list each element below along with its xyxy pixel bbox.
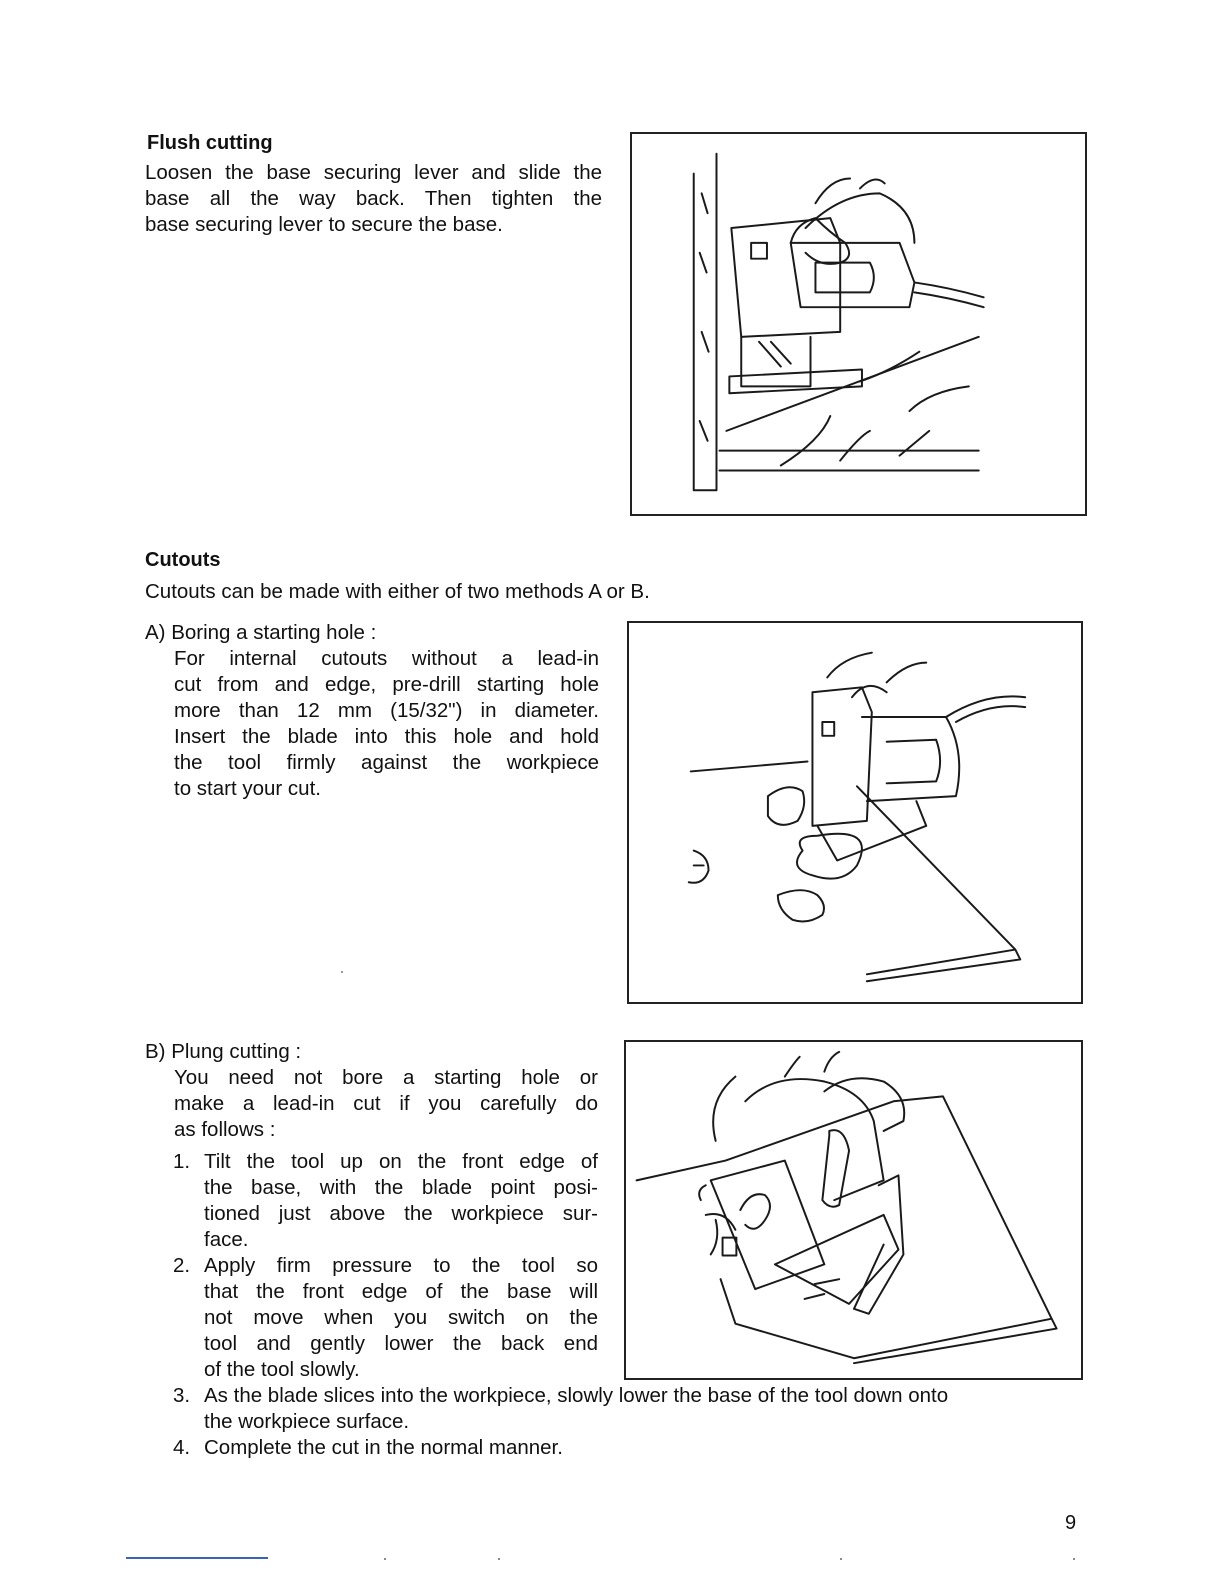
tilted-jigsaw-plunge-drawing <box>626 1042 1081 1378</box>
jigsaw-against-wall-drawing <box>632 134 1085 514</box>
plunge-cutting-illustration <box>624 1040 1083 1380</box>
step-2-line-4: tool and gently lower the back end <box>204 1332 598 1355</box>
cutouts-heading: Cutouts <box>145 549 221 571</box>
scan-dot-1 <box>384 1558 386 1560</box>
scan-dot-3 <box>840 1558 842 1560</box>
starting-hole-illustration <box>627 621 1083 1004</box>
step-3 <box>173 1383 1085 1435</box>
step-4 <box>173 1435 873 1461</box>
method-a-line-6: to start your cut. <box>174 777 321 800</box>
method-a-line-5: the tool firmly against the workpiece <box>174 751 599 774</box>
method-b-intro-3: as follows : <box>174 1118 276 1141</box>
flush-line-2: base all the way back. Then tighten the <box>145 187 602 210</box>
method-b-intro-2: make a lead-in cut if you carefully do <box>174 1092 598 1115</box>
step-1-line-1: Tilt the tool up on the front edge of <box>204 1150 598 1173</box>
scan-dot-2 <box>498 1558 500 1560</box>
method-a-label: A) Boring a starting hole : <box>145 621 377 644</box>
step-2-number: 2. <box>173 1254 191 1277</box>
flush-line-3: base securing lever to secure the base. <box>145 213 503 236</box>
method-b-label: B) Plung cutting : <box>145 1040 302 1063</box>
step-3-line-1: As the blade slices into the workpiece, slowly lower the base of the tool down onto <box>204 1384 949 1407</box>
flush-line-1: Loosen the base securing lever and slide the <box>145 161 602 184</box>
method-a-line-4: Insert the blade into this hole and hold <box>174 725 599 748</box>
scan-speck <box>341 971 343 973</box>
step-2-line-5: of the tool slowly. <box>204 1358 360 1381</box>
method-a-line-2: cut from and edge, pre-drill starting hole <box>174 673 599 696</box>
step-1-line-3: tioned just above the workpiece sur- <box>204 1202 598 1225</box>
step-3-line-2: the workpiece surface. <box>204 1410 410 1433</box>
step-1 <box>173 1149 598 1253</box>
page-number: 9 <box>1065 1512 1077 1534</box>
step-4-line-1: Complete the cut in the normal manner. <box>204 1436 563 1459</box>
flush-cutting-illustration <box>630 132 1087 516</box>
flush-cutting-heading: Flush cutting <box>147 132 273 154</box>
step-2 <box>173 1253 598 1383</box>
step-1-line-4: face. <box>204 1228 249 1251</box>
step-2-line-2: that the front edge of the base will <box>204 1280 598 1303</box>
method-a-line-3: more than 12 mm (15/32") in diameter. <box>174 699 599 722</box>
method-b-intro-1: You need not bore a starting hole or <box>174 1066 598 1089</box>
step-2-line-1: Apply firm pressure to the tool so <box>204 1254 598 1277</box>
step-2-line-3: not move when you switch on the <box>204 1306 598 1329</box>
step-3-number: 3. <box>173 1384 191 1407</box>
step-4-number: 4. <box>173 1436 191 1459</box>
cutouts-intro: Cutouts can be made with either of two methods A or B. <box>145 580 650 603</box>
jigsaw-in-starting-hole-drawing <box>629 623 1081 1002</box>
method-a-line-1: For internal cutouts without a lead-in <box>174 647 599 670</box>
step-1-number: 1. <box>173 1150 191 1173</box>
step-1-line-2: the base, with the blade point posi- <box>204 1176 598 1199</box>
footer-rule <box>126 1557 268 1559</box>
scan-dot-4 <box>1073 1558 1075 1560</box>
